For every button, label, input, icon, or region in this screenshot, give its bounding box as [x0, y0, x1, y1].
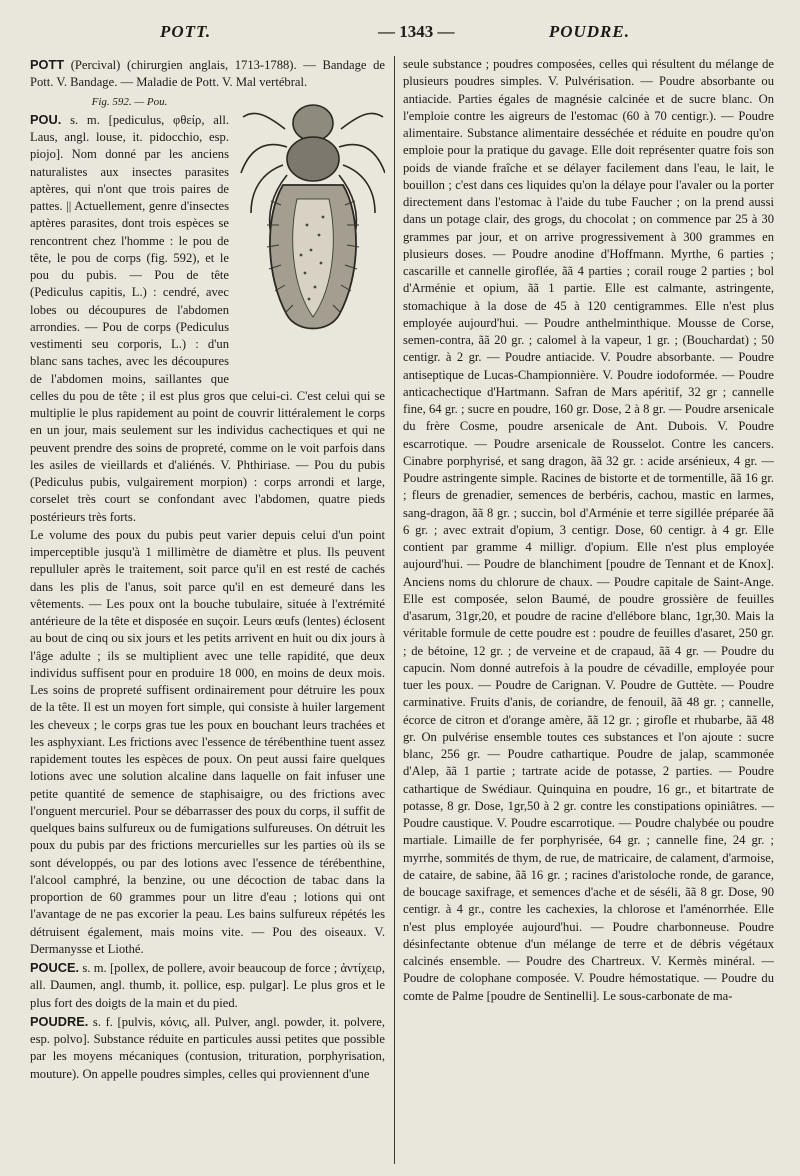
- entry-text: (Percival) (chirurgien anglais, 1713-1788). — Bandage de Pott. V. Bandage. — Maladie de Pott. V. Mal vertébral.: [30, 58, 385, 90]
- headword: POTT: [30, 57, 65, 72]
- entry-text: s. f. [pulvis, κόνις, all. Pulver, angl. powder, it. polvere, esp. polvo]. Substance réduite en particules aussi petites que possible par les moyens mécaniques (contusion, trituration, porphyrisation, mouture). On appelle poudres simples, celles qui proviennent d'une: [30, 1014, 385, 1081]
- entry-text: seule substance ; poudres composées, celles qui résultent du mélange de plusieurs poudres simples. V. Pulvérisation. — Poudre absorbante ou antiacide. Parties égales de magnésie calcinée et de sucre blanc. On l'emploie contre les aigreurs de l'estomac (60 à 70 centigr.). — Poudre alimentaire. Substance alimentaire desséchée et réduite en poudre qu'on emploie pour la pratique du gavage. Elle doit représenter quatre fois son poids de viande fraîche et se délayer facilement dans l'eau, le lait, le bouillon ; c'est dans ces liquides qu'on la délaye pour l'avaler ou la porter directement dans l'estomac à l'aide du tube Faucher ; on la prend aussi dans un potage clair, des grogs, du chocolat ; on commence par 25 à 30 grammes par jour, et on arrive progressivement à 300 grammes en plusieurs doses. — Poudre anodine d'Hoffmann. Myrthe, 6 parties ; cascarille et cannelle giroflée, ãã 4 parties ; corail rouge 2 parties ; bol d'Arménie et opium, ãã 1 partie. Elle est calmante, astringente, stomachique à la dose de 45 à 120 centigrammes. Elle n'est plus employée aujourd'hui. — Poudre anthelminthique. Mousse de Corse, semen-contra, ãã 20 gr. ; calomel à la vapeur, 1 gr. ; (Bouchardat) ; 50 centigr. à 2 gr. — Poudre antiacide. V. Poudre absorbante. — Poudre antiseptique de Lucas-Championnière. V. Poudre iodoformée. — Poudre anticachectique d'Hartmann. Safran de Mars apéritif, 32 gr ; cannelle fine, 64 gr. ; sucre en poudre, 160 gr. Dose, 2 à 8 gr. — Poudre arsenicale du frère Cosme, poudre arsenicale de Ant. Dubois. V. Poudre escarrotique. — Poudre arsenicale de Rousselot. Contre les cancers. Cinabre porphyrisé, et sang dragon, ãã 32 gr. : acide arsénieux, 4 gr. — Poudre astringente simple. Racines de bistorte et de tormentille, ãã 16 gr. ; fleurs de grenadier, semences de berbéris, cachou, mastic en larmes, sang-dragon, ãã 8 gr. ; succin, bol d'Arménie et terre sigillée préparée ãã 6 gr. ; avec extrait d'opium, 3 centigr. Dose, 60 centigr. à 4 gr. Elle contient par gramme 4 milligr. d'opium. Elle n'est plus employée aujourd'hui. — Poudre de blanchiment [poudre de Tennant et de Knox]. Anciens noms du chlorure de chaux. — Poudre capitale de Saint-Ange. Elle est composée, selon Baumé, de poudre grossière de feuilles d'asarum, 31gr,20, et poudre de racine d'ellébore blanc, 1gr,30. Mais la véritable formule de cette poudre est : poudre de feuilles d'asaret, 250 gr. ; de bétoine, 12 gr. ; de verveine et de crapaud, ãã 4 gr. — Poudre du capucin. Nom donné autrefois à la poudre de cévadille, employée pour tuer les poux. — Poudre de Carignan. V. Poudre de Guttète. — Poudre carminative. Fruits d'anis, de coriandre, de fenouil, ãã 48 gr. ; cannelle, écorce de citron et d'orange amère, ãã 12 gr. ; girofle et rhubarbe, ãã 48 gr. On pulvérise ensemble toutes ces substances et l'on ajoute : sucre blanc, 256 gr. — Poudre cathartique. Poudre de jalap, scammonée d'Alep, ãã 1 partie ; tartrate acide de potasse, 2 parties. — Poudre cathartique de Swédiaur. Quinquina en poudre, 16 gr., et bitartrate de potasse, 8 gr. Dose, 1gr,50 à 2 gr. contre les constipations opiniâtres. — Poudre caustique. V. Poudre escarrotique. — Poudre chalybée ou poudre martiale. Limaille de fer porphyrisée, 64 gr. ; cannelle fine, 24 gr. ; myrrhe, sommités de thym, de rue, de matricaire, de calament, d'armoise, de cataire, de sabine, ãã 16 gr. ; racines d'aristoloche ronde, de garance, de boucage saxifrage, et semences d'ache et de séséli, ãã 8 gr. Dose, 90 centigr. à 4 gr., contre les cachexies, la chlorose et l'aménorrhée. Elle n'est plus employée aujourd'hui. — Poudre charbonneuse. Poudre désinfectante obtenue d'un mélange de terre et de débris végétaux calcinés ensemble. — Poudre des Chartreux. V. Kermès minéral. — Poudre de colophane composée. V. Poudre hémostatique. — Poudre du comte de Palme [poudre de Sentinelli]. Le sous-carbonate de ma-: [403, 57, 774, 1003]
- entry-pott: [30, 56, 385, 92]
- right-column: [403, 56, 774, 1166]
- entry-text: s. m. [pediculus, φθείρ, all. Laus, angl. louse, it. pidocchio, esp. piojo]. Nom donné par les anciens naturalistes aux insectes parasites aptères, qui n'ont que trois paires de pattes. || Actuellement, genre d'insectes aptères parasites, dont trois espèces se rencontrent chez l'homme : le pou de tête, le pou de corps (fig. 592), et le pou du pubis. — Pou de tête (Pediculus capitis, L.) : cendré, avec lobes ou découpures de l'abdomen arrondies. — Pou de corps (Pediculus vestimenti seu corporis, L.) : d'un blanc sans taches, avec les découpures de l'abdomen moins, saillantes que celles du pou de tête ; il est plus gros que celui-ci. C'est celui qui se multiplie le plus rapidement au point de couvrir littéralement le corps en un jour, mais seulement sur les individus cachectiques et qui ne peuvent prendre des soins de propreté, comme on le voit parfois dans les asiles de vieillards et d'aliénés. V. Phthiriase. — Pou du pubis (Pediculus pubis, vulgairement morpion) : corps arrondi et large, corselet très court se confondant avec l'abdomen, quatre pieds postérieurs très forts.: [30, 112, 385, 524]
- headword: POU.: [30, 111, 62, 127]
- left-column: [30, 56, 385, 1166]
- headword: POUDRE.: [30, 1013, 89, 1029]
- header-left-word: POTT.: [160, 22, 212, 41]
- entry-text: s. m. [pollex, de pollere, avoir beaucoup de force ; ἀντίχειρ, all. Daumen, angl. thumb, it. pollice, esp. pulgar]. Le plus gros et le plus fort des doigts de la main et du pied.: [30, 961, 385, 1010]
- entry-poudre-continued: [403, 56, 774, 1005]
- entry-text: Le volume des poux du pubis peut varier depuis celui d'un point imperceptible jusqu'à 1 millimètre de diamètre et plus. Ils peuvent repulluler après le traitement, soit parce qu'il en est resté de cachés dans les plis de l'anus, soit parce qu'il en est demeuré dans les vêtements. — Les poux ont la bouche tubulaire, située à l'extrémité antérieure de la tête et disposée en suçoir. Leurs œufs (lentes) éclosent au bout de cinq ou six jours et les petits arrivent en huit ou dix jours à l'âge adulte ; ils se multiplient avec une telle rapidité, que deux individus suffisent pour en produire 18 000, en moins de deux mois. Les soins de propreté suffisent ordinairement pour détruire les poux de la tête. Il est un moyen fort simple, qui consiste à huiler largement les cheveux ; le corps gras tue les poux en bouchant leurs trachées et les asphyxiant. Les frictions avec l'essence de térébenthine tuent assez rapidement toutes les espèces de poux. On peut aussi faire quelques lotions avec une solution alcaline dans laquelle on fait infuser une petite quantité de semence de staphisaigre, ou des frictions avec l'onguent mercuriel. Pour se débarrasser des poux du corps, il suffit de quelques bains sulfureux ou de fumigations sulfureuses. On détruit les poux du pubis par des frictions mercurielles sur les parties où ils se sont développés, ou par des lotions avec l'essence de térébenthine, l'alcool camphré, la benzine, ou une décoction de tabac dans la proportion de 60 grammes pour un litre d'eau ; lotions qui ont l'avantage de ne pas excorier la peau. Les bains sulfureux répétés les détruisent également, mais moins vite. — Pou des oiseaux. V. Dermanysse et Liothé.: [30, 527, 385, 956]
- figure-caption: Fig. 592. — Pou.: [91, 95, 168, 108]
- entry-poudre: [30, 1013, 385, 1083]
- entry-pouce: [30, 959, 385, 1012]
- louse-illustration-icon: [237, 95, 385, 357]
- louse-figure: [237, 95, 385, 377]
- running-header: [28, 22, 780, 46]
- paragraph-pubis: [30, 527, 385, 958]
- column-divider: [394, 56, 395, 1164]
- page-number: — 1343 —: [378, 22, 455, 41]
- headword: POUCE.: [30, 960, 80, 975]
- header-right-word: POUDRE.: [548, 22, 630, 41]
